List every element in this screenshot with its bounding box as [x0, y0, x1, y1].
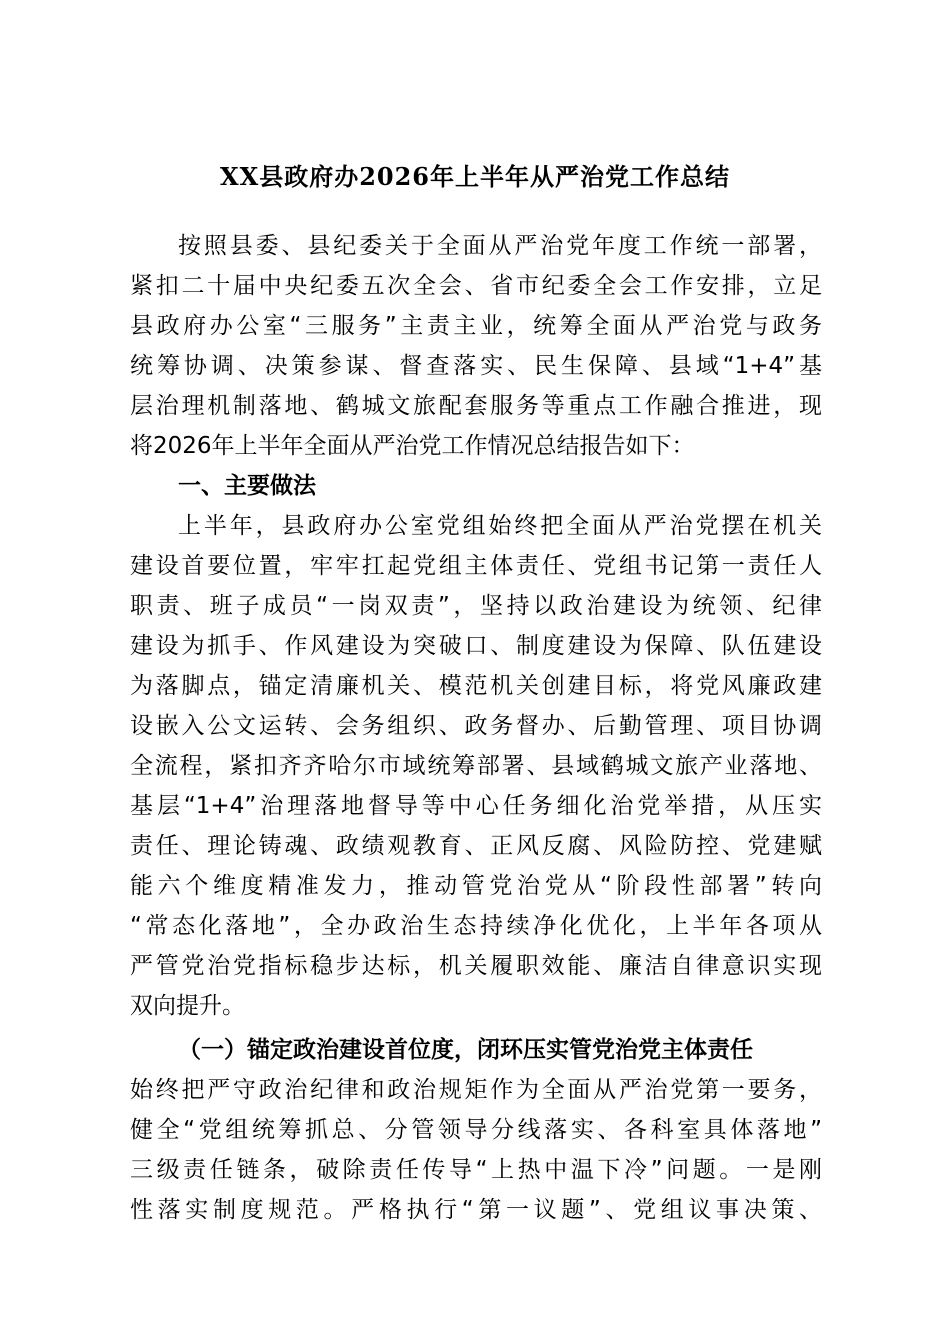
paragraph-line: 基层“1+4”治理落地督导等中心任务细化治党举措，从压实	[130, 793, 822, 819]
paragraph-line: 性落实制度规范。严格执行“第一议题”、党组议事决策、	[130, 1197, 822, 1223]
section1-paragraph	[130, 506, 822, 1026]
paragraph-line: 职责、班子成员“一岗双责”，坚持以政治建设为统领、纪律	[130, 593, 822, 619]
paragraph-line: 始终把严守政治纪律和政治规矩作为全面从严治党第一要务，	[130, 1077, 822, 1103]
paragraph-line: 双向提升。	[130, 993, 245, 1019]
paragraph-line: 为落脚点，锚定清廉机关、模范机关创建目标，将党风廉政建	[130, 673, 822, 699]
paragraph-line: 建设为抓手、作风建设为突破口、制度建设为保障、队伍建设	[130, 633, 822, 659]
paragraph-line: 健全“党组统筹抓总、分管领导分线落实、各科室具体落地”	[130, 1117, 822, 1143]
paragraph-line: 全流程，紧扣齐齐哈尔市域统筹部署、县域鹤城文旅产业落地、	[130, 753, 822, 779]
intro-line: 层治理机制落地、鹤城文旅配套服务等重点工作融合推进，现	[130, 393, 822, 419]
intro-line: 将2026年上半年全面从严治党工作情况总结报告如下：	[130, 433, 695, 459]
intro-line: 按照县委、县纪委关于全面从严治党年度工作统一部署，	[178, 233, 822, 259]
paragraph-line: 上半年，县政府办公室党组始终把全面从严治党摆在机关	[178, 513, 822, 539]
paragraph-line: 严管党治党指标稳步达标，机关履职效能、廉洁自律意识实现	[130, 953, 822, 979]
paragraph-line: 三级责任链条，破除责任传导“上热中温下冷”问题。一是刚	[130, 1157, 822, 1183]
intro-paragraph	[130, 226, 822, 466]
intro-line: 紧扣二十届中央纪委五次全会、省市纪委全会工作安排，立足	[130, 273, 822, 299]
intro-line: 县政府办公室“三服务”主责主业，统筹全面从严治党与政务	[130, 313, 822, 339]
paragraph-line: 建设首要位置，牢牢扛起党组主体责任、党组书记第一责任人	[130, 553, 822, 579]
paragraph-line: 能六个维度精准发力，推动管党治党从“阶段性部署”转向	[130, 873, 822, 899]
document-title: XX县政府办2026年上半年从严治党工作总结	[219, 162, 731, 191]
intro-line: 统筹协调、决策参谋、督查落实、民生保障、县域“1+4”基	[130, 353, 822, 379]
paragraph-line: 责任、理论铸魂、政绩观教育、正风反腐、风险防控、党建赋	[130, 833, 822, 859]
paragraph-line: 设嵌入公文运转、会务组织、政务督办、后勤管理、项目协调	[130, 713, 822, 739]
section-heading: 一、主要做法	[178, 473, 316, 499]
subsection1-paragraph	[130, 1070, 822, 1230]
paragraph-line: “常态化落地”，全办政治生态持续净化优化，上半年各项从	[130, 913, 822, 939]
document-body	[130, 226, 822, 1230]
subsection-heading: （一）锚定政治建设首位度，闭环压实管党治党主体责任	[178, 1037, 753, 1063]
